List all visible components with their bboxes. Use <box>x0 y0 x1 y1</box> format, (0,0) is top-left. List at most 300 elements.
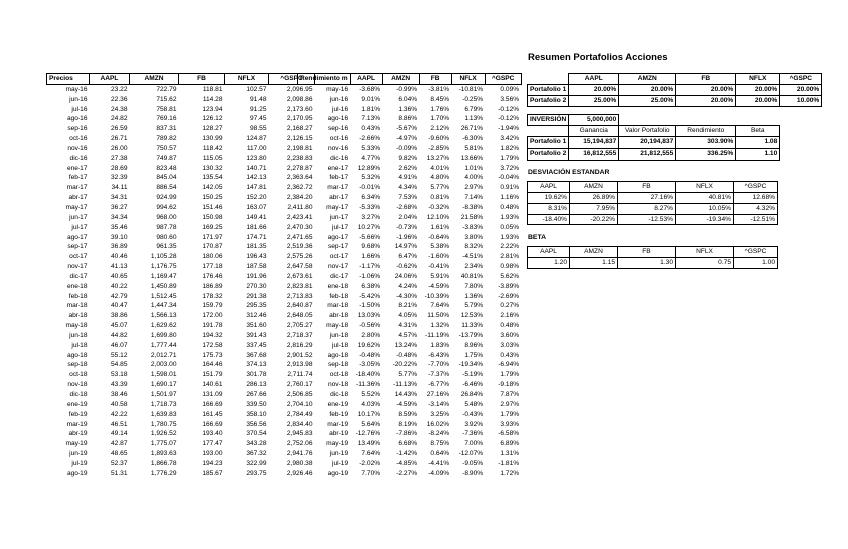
table-cell: 161.45 <box>202 410 223 418</box>
table-cell: 2,096.95 <box>286 85 313 93</box>
table-cell: 1,718.73 <box>150 400 177 408</box>
header-row <box>528 247 778 258</box>
table-cell: 149.41 <box>246 213 267 221</box>
table-cell: 9.68% <box>361 243 381 251</box>
table-cell: 7.53% <box>398 194 418 202</box>
table-cell: 13.49% <box>357 440 381 448</box>
column-header: Rendimiento m <box>298 74 351 85</box>
prices-table <box>46 73 315 479</box>
table-cell: 2,168.27 <box>286 125 313 133</box>
table-cell: 5.64% <box>361 420 381 428</box>
table-cell: 118.42 <box>202 144 223 152</box>
table-row <box>298 420 522 430</box>
table-cell: -0.01% <box>359 184 381 192</box>
table-cell: 130.99 <box>202 135 223 143</box>
table-row <box>47 321 315 331</box>
table-cell: 12.89% <box>357 164 381 172</box>
row-date: jun-18 <box>329 331 349 339</box>
table-cell: 20.00% <box>569 84 619 95</box>
table-row <box>298 114 522 124</box>
table-cell: 4.32% <box>734 203 778 214</box>
table-cell: 6.47% <box>398 253 418 261</box>
table-cell: 370.54 <box>246 430 267 438</box>
row-label: Portafolio 2 <box>528 148 569 160</box>
table-cell: -1.17% <box>359 263 381 271</box>
table-cell: -0.62% <box>396 263 418 271</box>
table-cell: 193.40 <box>202 430 223 438</box>
returns-table <box>297 73 522 479</box>
table-cell: 758.81 <box>156 105 177 113</box>
table-row <box>298 469 522 479</box>
table-cell: 1,105.28 <box>150 253 177 261</box>
table-cell: 769.16 <box>156 115 177 123</box>
table-cell: -19.34% <box>458 361 484 369</box>
table-cell: -1.60% <box>428 253 450 261</box>
row-date: dic-16 <box>69 154 88 162</box>
table-cell: 722.79 <box>156 85 177 93</box>
table-cell: 3.56% <box>500 95 520 103</box>
table-row <box>298 351 522 361</box>
table-cell: 2.04% <box>398 213 418 221</box>
table-cell: 2,816.29 <box>286 341 313 349</box>
table-row <box>298 459 522 469</box>
column-header: AAPL <box>90 74 130 85</box>
row-label: Portafolio 2 <box>528 95 569 106</box>
table-cell: 1,566.13 <box>150 312 177 320</box>
table-cell: -4.41% <box>428 459 450 467</box>
table-cell: 2,411.80 <box>287 203 313 211</box>
table-cell: -2.85% <box>428 144 450 152</box>
table-row <box>47 183 315 193</box>
table-cell: 187.58 <box>246 263 267 271</box>
table-cell: 26.71 <box>110 135 128 143</box>
table-cell: -11.36% <box>356 381 381 389</box>
table-cell: 1.79% <box>500 410 520 418</box>
table-cell: 26.71% <box>460 125 484 133</box>
table-cell: 1.36% <box>398 105 418 113</box>
table-cell: 25.00% <box>619 95 676 106</box>
table-cell: 7.80% <box>464 282 484 290</box>
table-row <box>528 214 778 225</box>
table-cell: -1.94% <box>498 125 520 133</box>
table-cell: 837.31 <box>156 125 177 133</box>
table-cell: 5.52% <box>361 391 381 398</box>
row-date: abr-19 <box>68 430 88 438</box>
row-date: feb-17 <box>68 174 88 182</box>
table-row <box>47 213 315 223</box>
table-cell: -3.83% <box>462 223 484 231</box>
row-date: ene-19 <box>327 400 349 408</box>
column-header: Rendimiento <box>676 125 736 136</box>
row-date: feb-19 <box>329 410 349 418</box>
table-row <box>298 380 522 390</box>
table-cell: 4.00% <box>464 174 484 182</box>
table-cell: 2,980.38 <box>286 459 313 467</box>
table-cell: 980.60 <box>156 233 177 241</box>
row-date: ene-17 <box>66 164 88 172</box>
table-cell: -1.81% <box>498 459 520 467</box>
column-header: AMZN <box>130 74 179 85</box>
row-date: ene-18 <box>327 282 349 290</box>
row-date: oct-16 <box>329 135 349 143</box>
table-cell: 5.32% <box>361 174 381 182</box>
table-cell: -7.37% <box>428 371 450 379</box>
table-cell: -11.13% <box>393 381 418 389</box>
table-row <box>528 148 780 160</box>
row-date: dic-17 <box>330 272 349 280</box>
table-cell: -6.94% <box>498 361 520 369</box>
stdev-table <box>527 181 778 225</box>
table-cell: 20.00% <box>736 95 780 106</box>
row-date: sep-16 <box>327 125 349 133</box>
table-row <box>298 252 522 262</box>
row-date: abr-17 <box>68 194 88 202</box>
table-cell: -3.68% <box>359 85 381 93</box>
table-cell: 16,812,555 <box>569 148 619 160</box>
table-cell: 123.80 <box>246 154 267 162</box>
table-cell: -0.56% <box>359 322 381 330</box>
table-cell: 42.22 <box>110 410 128 418</box>
table-row <box>47 311 315 321</box>
row-date: jul-19 <box>331 459 349 467</box>
table-cell: 51.31 <box>110 469 128 477</box>
table-cell: 2.22% <box>500 243 520 251</box>
table-cell: 135.54 <box>202 174 223 182</box>
column-header: Ganancia <box>569 125 619 136</box>
row-date: mar-19 <box>66 420 88 428</box>
table-row <box>47 272 315 282</box>
row-label: Portafolio 1 <box>528 136 569 148</box>
table-cell: -9.05% <box>462 459 484 467</box>
table-cell: 1,512.45 <box>150 292 177 300</box>
stdev-title: DESVIACIÓN ESTANDAR <box>528 169 610 176</box>
table-cell: 174.71 <box>246 233 267 241</box>
table-cell: 118.81 <box>202 85 223 93</box>
table-cell: -4.59% <box>428 282 450 290</box>
table-cell: 140.71 <box>246 164 267 172</box>
table-cell: 1.00 <box>734 257 778 268</box>
row-date: jul-18 <box>331 341 349 349</box>
table-cell: 2,673.61 <box>286 272 313 280</box>
table-row <box>47 301 315 311</box>
table-row <box>298 84 522 94</box>
table-cell: 53.18 <box>110 371 128 379</box>
table-cell: 34.31 <box>110 194 128 202</box>
table-row <box>298 390 522 400</box>
table-row <box>298 410 522 420</box>
table-cell: 2,198.81 <box>286 144 313 152</box>
table-cell: 987.78 <box>156 223 177 231</box>
table-cell: 34.11 <box>111 184 128 192</box>
table-cell: 52.37 <box>110 459 128 467</box>
table-row <box>47 360 315 370</box>
table-cell: 8.19% <box>398 420 418 428</box>
table-cell: 38.46 <box>110 391 128 398</box>
table-cell: 12.53% <box>460 312 484 320</box>
table-row <box>47 351 315 361</box>
table-cell: 1.13% <box>464 115 484 123</box>
table-row <box>47 154 315 164</box>
table-cell: 49.14 <box>110 430 128 438</box>
table-cell: 32.39 <box>110 174 128 182</box>
table-cell: 159.79 <box>202 302 223 310</box>
table-cell: 7.00% <box>464 440 484 448</box>
table-cell: 2,098.86 <box>286 95 313 103</box>
column-header: NFLX <box>676 182 734 193</box>
table-cell: 4.34% <box>398 184 418 192</box>
table-cell: 43.39 <box>110 381 128 389</box>
table-cell: 34.34 <box>110 213 128 221</box>
table-row <box>298 154 522 164</box>
row-date: may-18 <box>326 322 349 330</box>
table-row <box>528 203 778 214</box>
table-cell: 10.27% <box>357 223 381 231</box>
column-header: NFLX <box>225 74 269 85</box>
table-cell: 374.13 <box>246 361 267 369</box>
table-cell: -19.34% <box>676 214 734 225</box>
table-cell: 336.25% <box>676 148 736 160</box>
table-cell: -4.30% <box>396 292 418 300</box>
table-cell: 172.58 <box>202 341 223 349</box>
table-cell: 358.10 <box>246 410 267 418</box>
row-date: jul-16 <box>331 105 349 113</box>
row-date: abr-19 <box>329 430 349 438</box>
row-date: dic-16 <box>330 154 349 162</box>
table-cell: 26.59 <box>110 125 128 133</box>
table-row <box>528 192 778 203</box>
table-cell: 178.32 <box>202 292 223 300</box>
table-cell: 1,780.75 <box>150 420 177 428</box>
table-row <box>47 449 315 459</box>
table-cell: 2,640.87 <box>286 302 313 310</box>
table-cell: 5.91% <box>430 272 450 280</box>
table-cell: 8.31% <box>528 203 570 214</box>
table-cell: 1,777.44 <box>150 341 177 349</box>
table-cell: -0.73% <box>396 223 418 231</box>
table-cell: -6.46% <box>462 381 484 389</box>
table-cell: 142.13 <box>246 174 267 182</box>
table-cell: 2,238.83 <box>286 154 313 162</box>
table-cell: 36.89 <box>110 243 128 251</box>
table-cell: 7.64% <box>430 302 450 310</box>
table-row <box>47 420 315 430</box>
table-cell: 2,126.15 <box>286 135 313 143</box>
table-cell: 186.89 <box>202 282 223 290</box>
table-row <box>298 331 522 341</box>
row-date: ago-18 <box>66 351 88 359</box>
table-row <box>298 183 522 193</box>
table-cell: -5.42% <box>359 292 381 300</box>
table-cell: 1,866.78 <box>150 459 177 467</box>
row-date: ago-16 <box>327 115 349 123</box>
table-cell: 5.33% <box>361 144 381 152</box>
table-cell: 13.03% <box>357 312 381 320</box>
table-row <box>47 105 315 115</box>
table-row <box>47 400 315 410</box>
table-cell: 2.34% <box>464 263 484 271</box>
table-cell: 1.93% <box>500 233 520 241</box>
table-cell: 1,639.83 <box>150 410 177 418</box>
table-cell: -5.33% <box>359 203 381 211</box>
row-label: Portafolio 1 <box>528 84 569 95</box>
beta-title: BETA <box>528 234 546 241</box>
table-cell: 46.51 <box>110 420 128 428</box>
table-cell: 0.43% <box>361 125 381 133</box>
table-cell: 1.15 <box>570 257 618 268</box>
table-cell: -12.51% <box>734 214 778 225</box>
table-cell: 6.79% <box>464 105 484 113</box>
row-date: may-16 <box>326 85 349 93</box>
table-cell: -2.68% <box>396 203 418 211</box>
table-cell: 15,194,837 <box>569 136 619 148</box>
table-cell: 117.00 <box>246 144 267 152</box>
header-row <box>528 74 822 85</box>
table-cell: 4.31% <box>398 322 418 330</box>
table-cell: 150.25 <box>202 194 223 202</box>
table-cell: 2,901.52 <box>286 351 313 359</box>
table-cell: 40.81% <box>676 192 734 203</box>
table-row <box>298 282 522 292</box>
table-cell: 194.32 <box>202 331 223 339</box>
table-cell: 1.82% <box>500 144 520 152</box>
table-row <box>47 380 315 390</box>
table-cell: 91.48 <box>249 95 267 103</box>
table-cell: 35.46 <box>110 223 128 231</box>
table-cell: 12.10% <box>426 213 450 221</box>
table-cell: 749.87 <box>156 154 177 162</box>
table-row <box>298 321 522 331</box>
table-cell: 1.81% <box>361 105 381 113</box>
table-cell: 367.32 <box>246 450 267 458</box>
row-date: jun-18 <box>69 331 88 339</box>
table-cell: 8.32% <box>464 243 484 251</box>
table-cell: 1.20 <box>528 257 570 268</box>
table-cell: 45.07 <box>110 322 128 330</box>
table-cell: 181.35 <box>246 243 267 251</box>
row-date: jul-18 <box>71 341 88 349</box>
table-row <box>298 292 522 302</box>
table-row <box>298 203 522 213</box>
table-cell: 8.75% <box>430 440 450 448</box>
row-date: ago-17 <box>327 233 349 241</box>
table-row <box>298 400 522 410</box>
row-date: mar-17 <box>66 184 88 192</box>
table-cell: 128.27 <box>202 125 223 133</box>
table-cell: -4.97% <box>396 135 418 143</box>
table-cell: 23.22 <box>110 85 128 93</box>
table-cell: 48.65 <box>110 450 128 458</box>
table-cell: 2,423.41 <box>286 213 313 221</box>
table-cell: 24.82 <box>110 115 128 123</box>
column-header: AAPL <box>528 247 570 258</box>
table-cell: 169.25 <box>202 223 223 231</box>
page-title: Resumen Portafolios Acciones <box>528 52 668 63</box>
table-cell: 20.00% <box>676 95 736 106</box>
table-row <box>298 311 522 321</box>
row-date: feb-19 <box>68 410 88 418</box>
table-cell: -3.14% <box>428 400 450 408</box>
table-cell: 2,506.85 <box>286 391 313 398</box>
row-date: jul-16 <box>71 105 88 113</box>
row-date: nov-17 <box>327 263 349 271</box>
table-cell: 10.00% <box>780 95 822 106</box>
table-row <box>298 272 522 282</box>
row-date: nov-16 <box>327 144 349 152</box>
table-row <box>528 95 822 106</box>
table-cell: 39.10 <box>110 233 128 241</box>
row-date: jun-17 <box>329 213 349 221</box>
beta-table <box>527 246 778 269</box>
table-cell: 170.87 <box>202 243 223 251</box>
row-date: ago-16 <box>66 115 88 123</box>
table-cell: 356.56 <box>246 420 267 428</box>
table-cell: -2.69% <box>498 292 520 300</box>
header-row <box>528 182 778 193</box>
column-header: AMZN <box>570 247 618 258</box>
column-header: FB <box>618 182 676 193</box>
table-cell: 2,278.87 <box>286 164 313 172</box>
table-cell: 322.99 <box>246 459 267 467</box>
column-header: Beta <box>736 125 780 136</box>
row-date: oct-18 <box>69 371 88 379</box>
table-cell: 2,718.37 <box>286 331 313 339</box>
table-cell: 8.27% <box>618 203 676 214</box>
table-cell: -4.59% <box>396 400 418 408</box>
table-cell: 7.70% <box>361 469 381 477</box>
table-cell: 11.33% <box>461 322 484 330</box>
row-date: ago-18 <box>327 351 349 359</box>
table-cell: 1.66% <box>361 253 381 261</box>
table-cell: 2,012.71 <box>150 351 177 359</box>
table-cell: 10.05% <box>676 203 734 214</box>
table-row <box>298 105 522 115</box>
table-cell: 166.69 <box>202 400 223 408</box>
table-cell: 1.83% <box>430 341 450 349</box>
table-row <box>47 252 315 262</box>
table-cell: 4.05% <box>398 312 418 320</box>
row-date: sep-17 <box>327 243 349 251</box>
row-date: jun-16 <box>69 95 88 103</box>
table-cell: 1.93% <box>500 213 520 221</box>
header-row <box>528 125 780 136</box>
table-cell: 2,362.72 <box>286 184 313 192</box>
row-date: may-19 <box>65 440 88 448</box>
table-cell: 303.90% <box>676 136 736 148</box>
table-cell: -3.89% <box>498 282 520 290</box>
table-cell: -1.06% <box>359 272 381 280</box>
table-cell: 40.46 <box>110 253 128 261</box>
table-cell: 312.46 <box>246 312 267 320</box>
table-cell: 40.58 <box>110 400 128 408</box>
table-cell: 6.89% <box>500 440 520 448</box>
table-cell: 5.38% <box>430 243 450 251</box>
table-row <box>47 193 315 203</box>
table-cell: 1.10 <box>736 148 780 160</box>
table-cell: -7.36% <box>462 430 484 438</box>
investment-row <box>528 115 780 126</box>
row-date: dic-17 <box>69 272 88 280</box>
table-cell: 2,384.20 <box>286 194 313 202</box>
table-row <box>528 84 822 95</box>
table-cell: 291.38 <box>246 292 267 300</box>
table-row <box>47 341 315 351</box>
table-cell: -13.79% <box>458 331 484 339</box>
row-date: feb-18 <box>68 292 88 300</box>
table-cell: 124.87 <box>246 135 267 143</box>
table-cell: -9.60% <box>428 135 450 143</box>
table-cell: 25.00% <box>569 95 619 106</box>
table-cell: 4.91% <box>398 174 418 182</box>
